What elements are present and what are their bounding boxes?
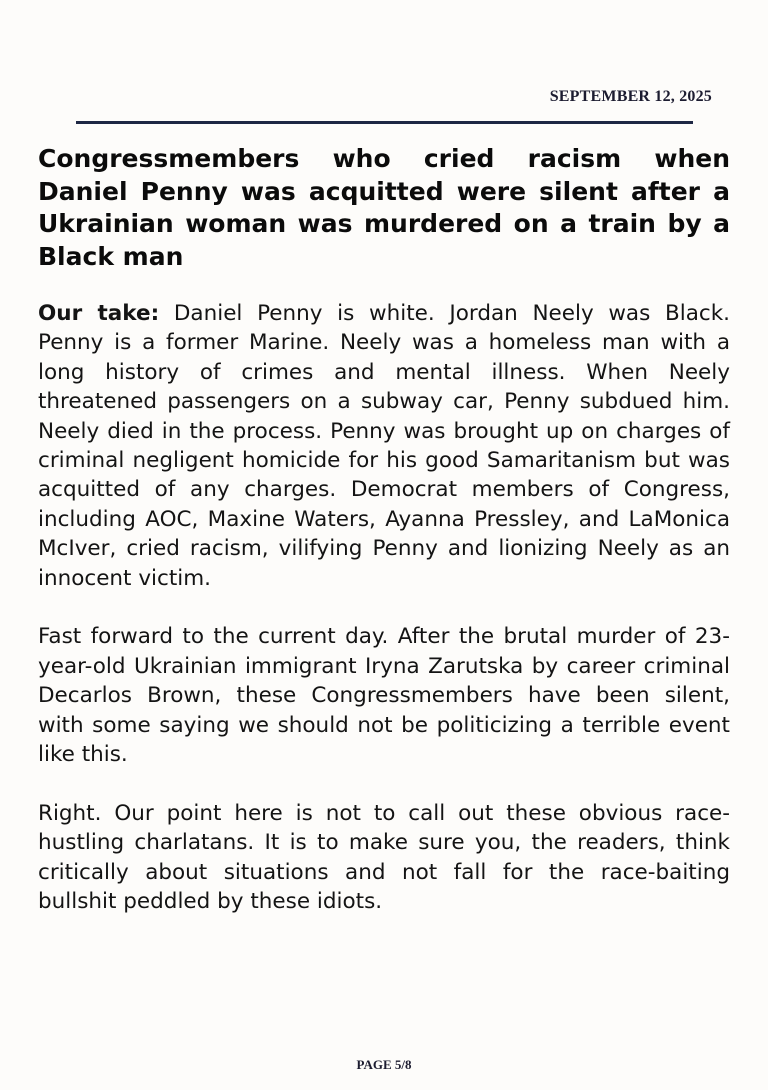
article-headline: Congressmembers who cried racism when Daniel Penny was acquitted were silent after a Ukrainian woman was murdered on a train by a Black man [38, 144, 730, 271]
publication-date: SEPTEMBER 12, 2025 [549, 88, 712, 105]
paragraph-text: Daniel Penny is white. Jordan Neely was Black. Penny is a former Marine. Neely was a homeless man with a long history of crimes and mental illness. When Neely threatened passengers on a subway car, Penny subdued him. Neely died in the process. Penny was brought up on charges of criminal negligent homicide for his good Samaritanism but was acquitted of any charges. Democrat members of Congress, including AOC, Maxine Waters, Ayanna Pressley, and LaMonica McIver, cried racism, vilifying Penny and lionizing Neely as an innocent victim. [38, 301, 730, 591]
header-divider [76, 121, 693, 124]
article-paragraph: Right. Our point here is not to call out these obvious race-hustling charlatans. It is to make sure you, the readers, think critically about situations and not fall for the race-baiting bullshit peddled by these idiots. [38, 800, 730, 915]
article-paragraph [38, 299, 730, 593]
article-paragraph: Fast forward to the current day. After the brutal murder of 23-year-old Ukrainian immigrant Iryna Zarutska by career criminal Decarlos Brown, these Congressmembers have been silent, with some saying we should not be politicizing a terrible event like this. [38, 624, 730, 768]
page-number: PAGE 5/8 [356, 1057, 412, 1072]
lead-label: Our take: [38, 301, 160, 326]
article-body [38, 299, 730, 946]
